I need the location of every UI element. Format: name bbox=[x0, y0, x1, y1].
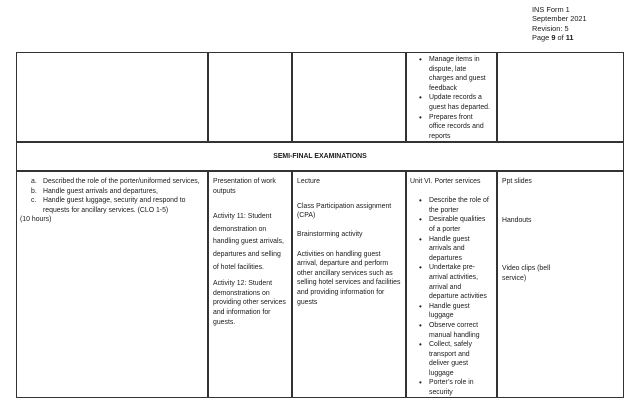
syllabus-table bbox=[16, 52, 624, 398]
method-brainstorming: Brainstorming activity bbox=[297, 231, 363, 239]
list-item: • Describe the role of the porter bbox=[407, 196, 490, 215]
section-title: SEMI-FINAL EXAMINATIONS bbox=[16, 142, 624, 171]
unit-title: Unit VI. Porter services bbox=[410, 178, 481, 185]
resource-ppt: Ppt slides bbox=[502, 178, 532, 185]
list-item: • Prepares front office records and reports bbox=[407, 113, 490, 142]
revision-label: Revision: 5 bbox=[532, 23, 569, 33]
resource-video: Video clips (bell service) bbox=[502, 265, 551, 282]
learning-outcomes-cell bbox=[16, 171, 208, 398]
activity-presentation: Presentation of work outputs bbox=[213, 178, 276, 195]
topics-cell bbox=[406, 171, 497, 398]
outcomes-list bbox=[17, 177, 203, 215]
list-item: • Manage items in dispute, late charges and guest feedback bbox=[407, 55, 490, 93]
hours-label: (10 hours) bbox=[20, 216, 52, 224]
top-row-activities-cell bbox=[208, 52, 292, 142]
form-name: INS Form 1 bbox=[532, 5, 570, 14]
page-number: Page 9 of 11 bbox=[532, 33, 574, 43]
top-row-topics-cell bbox=[406, 52, 497, 142]
list-item: • Collect, safely transport and deliver guest luggage bbox=[407, 340, 490, 378]
topics-bullet-list bbox=[407, 196, 490, 397]
method-cpa: Class Participation assignment (CPA) bbox=[297, 202, 392, 220]
methods-cell bbox=[292, 171, 406, 398]
list-item: b. Handle guest arrivals and departures, bbox=[31, 187, 158, 195]
activities-cell bbox=[208, 171, 292, 398]
form-date: September 2021 bbox=[532, 14, 587, 24]
top-row-methods-cell bbox=[292, 52, 406, 142]
resource-handouts: Handouts bbox=[502, 216, 532, 224]
list-item: • Update records a guest has departed. bbox=[407, 93, 490, 112]
top-row-bullet-list bbox=[407, 55, 490, 141]
list-item: a. Described the role of the porter/uniformed services, bbox=[31, 178, 200, 185]
activity-12: Activity 12: Student demonstrations on providing other services and information for guests. bbox=[213, 280, 286, 326]
list-item: c. Handle guest luggage, security and respond to requests for ancillary services. (CLO 1-5) bbox=[31, 197, 186, 214]
method-lecture: Lecture bbox=[297, 178, 320, 185]
top-row-resources-cell bbox=[497, 52, 624, 142]
method-activities: Activities on handling guest arrival, departure and perform other ancillary services such as selling hotel services and facilities and providing information for guests bbox=[297, 250, 401, 306]
list-item: • Undertake pre-arrival activities, arrival and departure activities bbox=[407, 263, 490, 301]
document-header bbox=[532, 5, 587, 43]
list-item: • Handle guest arrivals and departures bbox=[407, 235, 490, 264]
activity-11: Activity 11: Student demonstration on handling guest arrivals, departures and selling of hotel facilities. bbox=[213, 213, 284, 271]
list-item: • Handle guest luggage bbox=[407, 302, 490, 321]
resources-cell bbox=[497, 171, 624, 398]
list-item: • Observe correct manual handling bbox=[407, 321, 490, 340]
list-item: • Porter’s role in security bbox=[407, 378, 490, 397]
list-item: • Desirable qualities of a porter bbox=[407, 215, 490, 234]
top-row-outcomes-cell bbox=[16, 52, 208, 142]
